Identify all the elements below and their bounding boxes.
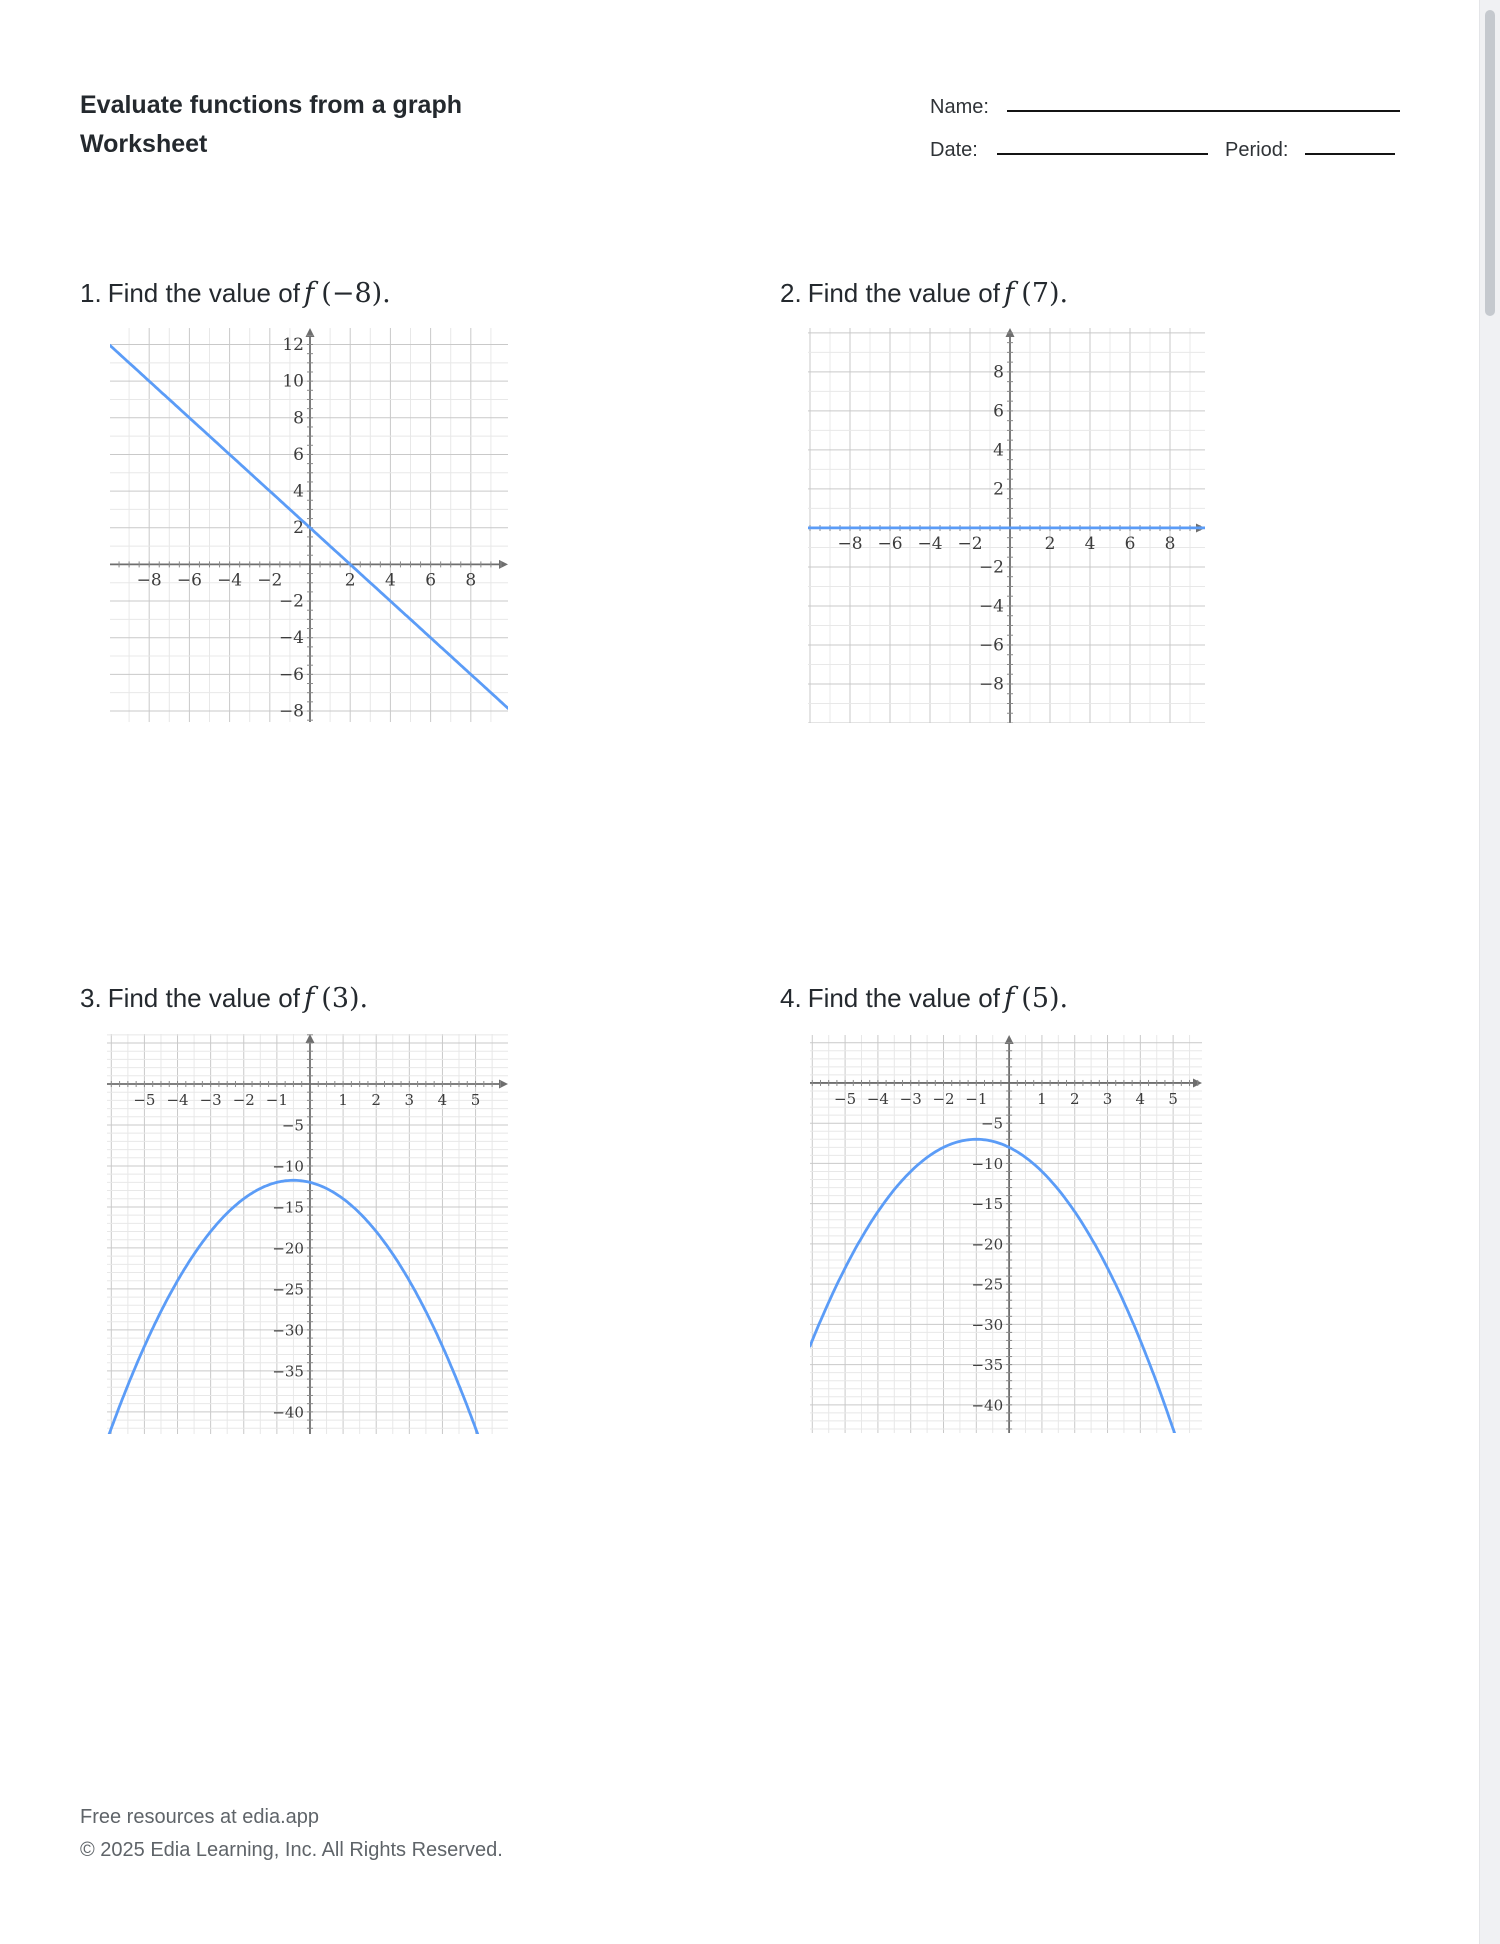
svg-text:−35: −35	[971, 1356, 1004, 1375]
svg-text:−4: −4	[166, 1091, 189, 1109]
page-title-line1: Evaluate functions from a graph	[80, 91, 463, 119]
svg-text:−30: −30	[272, 1321, 304, 1340]
svg-text:−6: −6	[278, 664, 305, 685]
svg-text:12: 12	[282, 334, 305, 355]
svg-text:3: 3	[404, 1091, 415, 1109]
problem-2-function-symbol: f	[1003, 276, 1015, 309]
problem-1-text	[80, 276, 391, 309]
svg-text:1: 1	[1037, 1089, 1047, 1108]
svg-text:1: 1	[338, 1091, 348, 1109]
svg-text:−2: −2	[232, 1091, 255, 1109]
svg-text:−4: −4	[978, 596, 1004, 617]
svg-text:8: 8	[465, 570, 477, 591]
problem-1-argument: (−8).	[321, 278, 391, 309]
svg-text:−5: −5	[834, 1089, 857, 1108]
svg-text:2: 2	[344, 570, 356, 591]
problem-2-number: 2.	[780, 278, 802, 308]
date-line	[997, 153, 1208, 155]
period-label: Period:	[1225, 139, 1289, 161]
svg-text:−5: −5	[281, 1116, 304, 1135]
svg-text:4: 4	[1135, 1089, 1146, 1108]
svg-text:−8: −8	[278, 701, 305, 722]
problem-1-function-symbol: f	[303, 276, 315, 309]
svg-text:−8: −8	[978, 674, 1004, 695]
svg-text:−40: −40	[971, 1396, 1004, 1415]
svg-text:−2: −2	[957, 533, 983, 554]
problem-2-text	[780, 276, 1068, 309]
svg-text:4: 4	[293, 481, 305, 502]
svg-text:8: 8	[993, 362, 1004, 383]
graph-problem-4	[810, 1035, 1202, 1433]
problem-4-text	[780, 981, 1068, 1014]
problem-3-text	[80, 981, 368, 1014]
svg-text:2: 2	[371, 1091, 381, 1109]
svg-text:−6: −6	[978, 635, 1004, 656]
svg-text:−6: −6	[877, 533, 903, 554]
svg-text:6: 6	[993, 401, 1004, 422]
svg-text:−3: −3	[899, 1089, 922, 1108]
svg-text:−2: −2	[278, 591, 305, 612]
svg-text:−40: −40	[272, 1403, 304, 1422]
name-line	[1007, 110, 1400, 112]
problem-4-number: 4.	[780, 983, 802, 1013]
footer-copyright-text: © 2025 Edia Learning, Inc. All Rights Reserved.	[80, 1839, 503, 1861]
svg-text:−2: −2	[978, 557, 1004, 578]
date-label: Date:	[930, 139, 978, 161]
scrollbar-thumb[interactable]	[1485, 10, 1495, 316]
problem-2-prompt: Find the value of	[807, 278, 1000, 308]
svg-text:−4: −4	[917, 533, 943, 554]
svg-text:−25: −25	[272, 1280, 304, 1299]
svg-text:−15: −15	[971, 1195, 1004, 1214]
svg-text:−3: −3	[199, 1091, 222, 1109]
svg-text:−25: −25	[971, 1275, 1004, 1294]
svg-text:4: 4	[1084, 533, 1096, 554]
svg-text:6: 6	[293, 444, 305, 465]
svg-text:−2: −2	[257, 570, 283, 591]
problem-1-number: 1.	[80, 278, 102, 308]
graph-problem-1	[110, 328, 508, 722]
svg-text:8: 8	[1164, 533, 1176, 554]
page-title	[80, 86, 462, 164]
svg-text:4: 4	[993, 440, 1004, 461]
svg-text:−1: −1	[265, 1091, 288, 1109]
svg-text:−10: −10	[272, 1157, 304, 1176]
svg-text:−6: −6	[176, 570, 202, 591]
svg-text:−20: −20	[971, 1235, 1004, 1254]
problem-3-number: 3.	[80, 983, 102, 1013]
problem-2-argument: (7).	[1021, 278, 1069, 309]
svg-text:−20: −20	[272, 1239, 304, 1258]
problem-3-function-symbol: f	[303, 981, 315, 1014]
svg-text:2: 2	[1044, 533, 1056, 554]
svg-text:−4: −4	[866, 1089, 889, 1108]
svg-text:3: 3	[1102, 1089, 1113, 1108]
svg-text:−2: −2	[932, 1089, 955, 1108]
svg-text:5: 5	[1168, 1089, 1178, 1108]
svg-text:−10: −10	[971, 1154, 1004, 1173]
svg-text:−8: −8	[837, 533, 863, 554]
svg-text:4: 4	[437, 1091, 448, 1109]
svg-text:−30: −30	[971, 1315, 1004, 1334]
problem-4-function-symbol: f	[1003, 981, 1015, 1014]
svg-text:5: 5	[470, 1091, 481, 1109]
problem-3-argument: (3).	[321, 983, 369, 1014]
problem-1-prompt: Find the value of	[107, 278, 300, 308]
problem-3-prompt: Find the value of	[107, 983, 300, 1013]
footer-resources-text: Free resources at edia.app	[80, 1806, 320, 1828]
svg-text:2: 2	[293, 518, 305, 539]
svg-text:−5: −5	[133, 1091, 156, 1109]
svg-text:−4: −4	[217, 570, 243, 591]
svg-text:6: 6	[1124, 533, 1136, 554]
graph-problem-2	[808, 328, 1205, 723]
svg-text:−1: −1	[965, 1089, 988, 1108]
svg-text:2: 2	[1069, 1089, 1080, 1108]
name-label: Name:	[930, 96, 989, 118]
svg-text:10: 10	[282, 371, 305, 392]
svg-text:−4: −4	[278, 628, 305, 649]
svg-text:−15: −15	[272, 1198, 304, 1217]
page-title-line2: Worksheet	[80, 130, 208, 158]
svg-text:2: 2	[993, 479, 1004, 500]
period-line	[1305, 153, 1395, 155]
svg-text:4: 4	[384, 570, 396, 591]
svg-text:−8: −8	[136, 570, 162, 591]
graph-problem-3	[107, 1034, 508, 1434]
svg-text:6: 6	[425, 570, 437, 591]
problem-4-prompt: Find the value of	[807, 983, 1000, 1013]
svg-text:−5: −5	[980, 1114, 1004, 1133]
svg-text:−35: −35	[272, 1362, 304, 1381]
problem-4-argument: (5).	[1021, 983, 1069, 1014]
svg-text:8: 8	[293, 408, 305, 429]
